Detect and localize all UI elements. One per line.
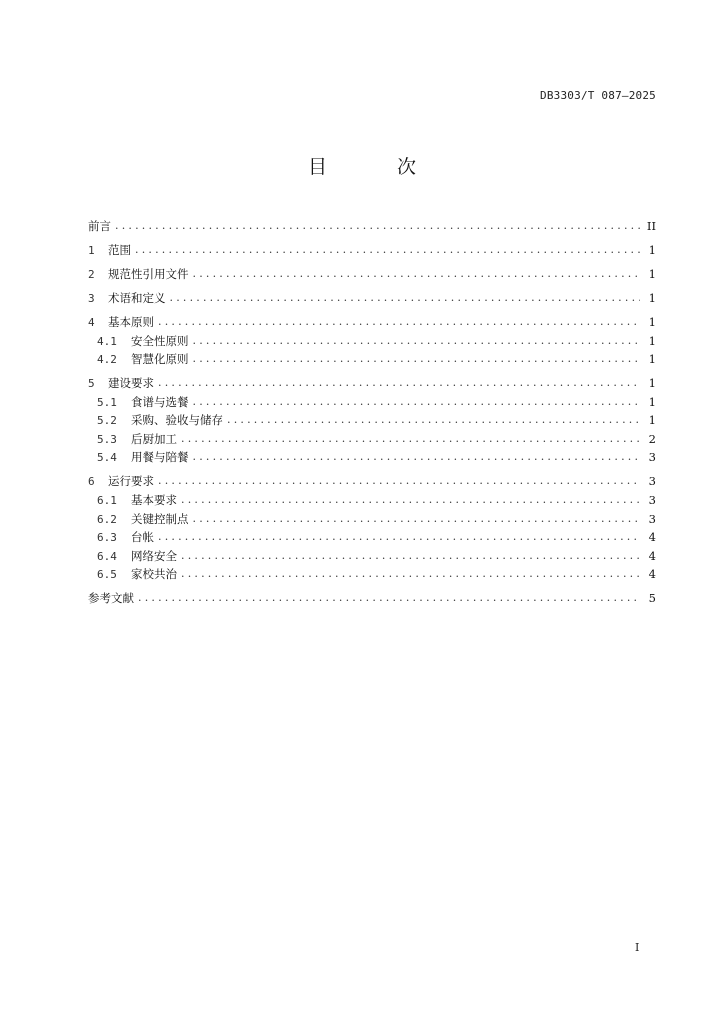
toc-entry-label: 关键控制点 [131, 511, 189, 526]
toc-entry-page: 1 [648, 352, 656, 367]
toc-entry-number: 5 [88, 377, 95, 391]
toc-entry-page: 1 [648, 376, 656, 391]
toc-entry-label: 智慧化原则 [131, 352, 189, 367]
toc-entry-page: 3 [648, 493, 656, 508]
toc-entry-number: 1 [88, 243, 95, 257]
toc-entry-label: 后厨加工 [131, 431, 177, 446]
toc-entry-label: 规范性引用文件 [108, 266, 189, 281]
toc-entry-page: II [646, 219, 656, 233]
toc-entry[interactable] [88, 313, 656, 332]
toc-leader-dots [181, 430, 640, 449]
toc-entry-label: 基本原则 [108, 314, 154, 329]
toc-leader-dots [193, 265, 641, 284]
toc-entry-label: 范围 [108, 242, 131, 257]
toc-entry-page: 3 [648, 511, 656, 526]
toc-entry-page: 1 [648, 394, 656, 409]
toc-entry-number: 4.1 [97, 334, 117, 348]
toc-entry-page: 1 [648, 333, 656, 348]
toc-leader-dots [158, 313, 640, 332]
toc-entry-label: 前言 [88, 219, 111, 233]
toc-entry[interactable] [88, 491, 656, 510]
page-title: 目 次 [307, 156, 449, 178]
toc-leader-dots [193, 332, 641, 351]
toc-leader-dots [227, 411, 640, 430]
toc-leader-dots [181, 565, 640, 584]
toc-entry-page: 5 [648, 591, 656, 606]
toc-entry-page: 1 [648, 413, 656, 428]
toc-entry-number: 2 [88, 267, 95, 281]
toc-entry-label: 用餐与陪餐 [131, 450, 189, 465]
toc-entry-label: 基本要求 [131, 493, 177, 508]
toc-leader-dots [181, 491, 640, 510]
toc-entry-label: 建设要求 [108, 376, 154, 391]
toc-entry-number: 6.4 [97, 549, 117, 563]
toc-entry-label: 运行要求 [108, 474, 154, 489]
toc-entry-page: 1 [648, 290, 656, 305]
page-number: I [635, 941, 640, 954]
toc-entry[interactable] [88, 374, 656, 393]
toc-entry-page: 1 [648, 266, 656, 281]
toc-entry[interactable] [88, 528, 656, 547]
toc-entry[interactable] [88, 332, 656, 351]
toc-entry-label: 安全性原则 [131, 333, 189, 348]
toc-entry-number: 6.1 [97, 494, 117, 508]
toc-entry-label: 台帐 [131, 530, 154, 545]
toc-entry-page: 1 [648, 242, 656, 257]
toc-leader-dots [193, 448, 641, 467]
toc-leader-dots [181, 547, 640, 566]
toc-entry[interactable] [88, 472, 656, 491]
toc-entry-label: 术语和定义 [108, 290, 166, 305]
toc-leader-dots [170, 289, 641, 308]
toc-leader-dots [193, 393, 641, 412]
toc-entry-page: 1 [648, 314, 656, 329]
toc-entry-number: 5.1 [97, 395, 117, 409]
toc-leader-dots [158, 528, 640, 547]
toc-entry-page: 3 [648, 474, 656, 489]
toc-leader-dots [138, 589, 640, 608]
toc-entry-label: 参考文献 [88, 591, 134, 606]
toc-entry-page: 2 [648, 431, 656, 446]
toc-entry[interactable] [88, 289, 656, 308]
toc-leader-dots [158, 472, 640, 491]
toc-leader-dots [193, 510, 641, 529]
toc-entry-number: 3 [88, 291, 95, 305]
toc-entry-label: 食谱与选餐 [131, 394, 189, 409]
toc-entry[interactable] [88, 393, 656, 412]
toc-entry[interactable] [88, 565, 656, 584]
toc-entry[interactable] [88, 265, 656, 284]
toc-entry-label: 采购、验收与储存 [131, 413, 223, 428]
toc-entry[interactable] [88, 589, 656, 608]
toc-entry[interactable] [88, 350, 656, 369]
toc-entry-number: 5.3 [97, 432, 117, 446]
toc-entry-number: 4 [88, 315, 95, 329]
toc-entry-number: 6.3 [97, 531, 117, 545]
toc-entry[interactable] [88, 411, 656, 430]
toc-entry[interactable] [88, 547, 656, 566]
toc-entry-number: 5.2 [97, 414, 117, 428]
toc-entry-page: 4 [648, 567, 656, 582]
toc-entry-number: 4.2 [97, 353, 117, 367]
toc-leader-dots [115, 217, 640, 236]
toc-entry-label: 家校共治 [131, 567, 177, 582]
toc-entry[interactable] [88, 241, 656, 260]
toc-entry[interactable] [88, 448, 656, 467]
toc-entry[interactable] [88, 430, 656, 449]
toc-entry-label: 网络安全 [131, 548, 177, 563]
toc-entry-number: 6.5 [97, 568, 117, 582]
toc-entry-number: 5.4 [97, 451, 117, 465]
table-of-contents [88, 217, 656, 608]
toc-entry[interactable] [88, 217, 656, 236]
toc-entry-page: 4 [648, 530, 656, 545]
toc-entry-number: 6 [88, 475, 95, 489]
toc-leader-dots [135, 241, 640, 260]
toc-leader-dots [193, 350, 641, 369]
document-code: DB3303/T 087—2025 [540, 89, 656, 102]
toc-entry-page: 3 [648, 450, 656, 465]
toc-entry[interactable] [88, 510, 656, 529]
toc-entry-page: 4 [648, 548, 656, 563]
toc-leader-dots [158, 374, 640, 393]
toc-entry-number: 6.2 [97, 512, 117, 526]
